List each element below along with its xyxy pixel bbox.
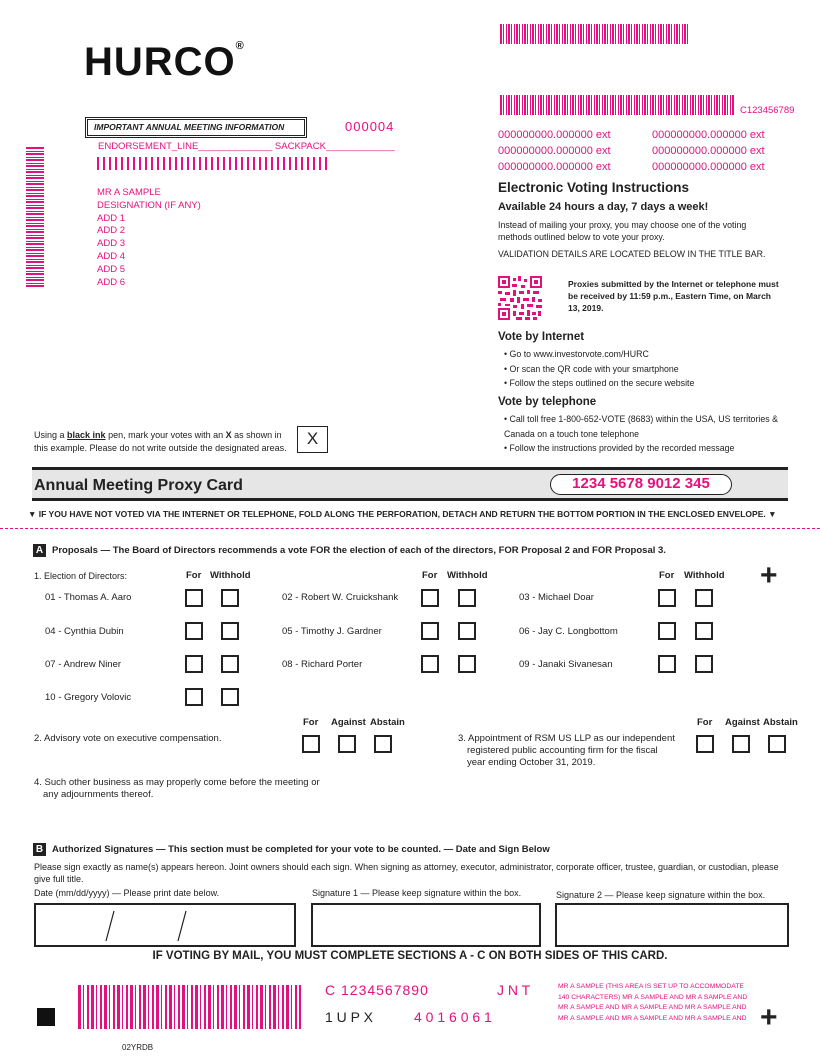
withhold-checkbox[interactable] bbox=[458, 589, 476, 607]
signature-2-box[interactable] bbox=[555, 903, 789, 947]
address-line: ADD 3 bbox=[97, 238, 125, 250]
abstain-checkbox[interactable] bbox=[374, 735, 392, 753]
sequence-number: 000004 bbox=[345, 119, 395, 134]
validation-note: VALIDATION DETAILS ARE LOCATED BELOW IN THE TITLE BAR. bbox=[498, 249, 766, 259]
proposal-4: 4. Such other business as may properly come before the meeting or any adjournments thereof. bbox=[34, 777, 320, 800]
for-checkbox[interactable] bbox=[421, 622, 439, 640]
section-a-badge: A bbox=[33, 544, 46, 557]
for-checkbox[interactable] bbox=[302, 735, 320, 753]
withhold-checkbox[interactable] bbox=[221, 655, 239, 673]
ink-instructions: Using a black ink pen, mark your votes with an X as shown in this example. Please do not write outside the designated areas. bbox=[34, 430, 287, 453]
director-name: 03 - Michael Doar bbox=[519, 592, 594, 603]
for-checkbox[interactable] bbox=[421, 589, 439, 607]
for-checkbox[interactable] bbox=[185, 655, 203, 673]
address-line: ADD 4 bbox=[97, 250, 125, 262]
ext-numbers-right: 000000000.000000 ext 000000000.000000 ext 000000000.000000 ext bbox=[652, 129, 765, 173]
proposal-2: 2. Advisory vote on executive compensation. bbox=[34, 733, 222, 744]
phone-item: • Follow the instructions provided by the recorded message bbox=[504, 443, 735, 453]
fold-arrow-right-icon: ▼ bbox=[768, 509, 777, 519]
director-name: 08 - Richard Porter bbox=[282, 659, 363, 670]
director-name: 09 - Janaki Sivanesan bbox=[519, 659, 613, 670]
withhold-checkbox[interactable] bbox=[695, 589, 713, 607]
signature-1-box[interactable] bbox=[311, 903, 541, 947]
code-1: C 1234567890 bbox=[325, 982, 429, 998]
section-b-header bbox=[33, 843, 550, 856]
col-withhold: Withhold bbox=[684, 570, 725, 581]
voting-intro: Instead of mailing your proxy, you may choose one of the voting methods outlined below to vote your proxy. bbox=[498, 220, 747, 242]
logo-registered-mark: ® bbox=[235, 40, 245, 52]
for-checkbox[interactable] bbox=[421, 655, 439, 673]
withhold-checkbox[interactable] bbox=[221, 688, 239, 706]
col-abstain: Abstain bbox=[370, 717, 405, 728]
phone-title: Vote by telephone bbox=[498, 396, 597, 408]
internet-list bbox=[504, 347, 694, 391]
director-name: 04 - Cynthia Dubin bbox=[45, 626, 124, 637]
hurco-logo bbox=[84, 40, 245, 85]
voting-title: Electronic Voting Instructions bbox=[498, 180, 690, 195]
date-input-box[interactable] bbox=[34, 903, 296, 947]
voting-subtitle: Available 24 hours a day, 7 days a week! bbox=[498, 201, 709, 213]
address-line: DESIGNATION (IF ANY) bbox=[97, 199, 201, 211]
top-barcode bbox=[500, 24, 690, 44]
postal-barcode bbox=[97, 157, 331, 170]
col-withhold: Withhold bbox=[447, 570, 488, 581]
account-barcode bbox=[500, 95, 734, 115]
director-name: 05 - Timothy J. Gardner bbox=[282, 626, 382, 637]
col-against: Against bbox=[725, 717, 760, 728]
internet-item: • Follow the steps outlined on the secure website bbox=[504, 378, 695, 388]
director-name: 01 - Thomas A. Aaro bbox=[45, 592, 132, 603]
side-barcode bbox=[26, 147, 44, 287]
mail-notice: IF VOTING BY MAIL, YOU MUST COMPLETE SECTIONS A - C ON BOTH SIDES OF THIS CARD. bbox=[152, 950, 668, 962]
code-2: J N T bbox=[497, 982, 531, 998]
col-abstain: Abstain bbox=[763, 717, 798, 728]
registration-plus-icon: + bbox=[760, 1001, 778, 1034]
for-checkbox[interactable] bbox=[185, 688, 203, 706]
address-block bbox=[97, 187, 201, 289]
qr-code[interactable] bbox=[498, 276, 542, 320]
for-checkbox[interactable] bbox=[658, 589, 676, 607]
withhold-checkbox[interactable] bbox=[695, 622, 713, 640]
withhold-checkbox[interactable] bbox=[458, 655, 476, 673]
section-b-badge: B bbox=[33, 843, 46, 856]
for-checkbox[interactable] bbox=[185, 589, 203, 607]
example-mark-box bbox=[297, 426, 328, 453]
account-id: C123456789 bbox=[740, 105, 795, 116]
internet-item: • Or scan the QR code with your smartphone bbox=[504, 363, 679, 374]
sig2-label: Signature 2 — Please keep signature within the box. bbox=[556, 890, 766, 900]
col-for: For bbox=[303, 717, 319, 728]
ext-numbers-left: 000000000.000000 ext 000000000.000000 ext 000000000.000000 ext bbox=[498, 129, 611, 173]
date-separators bbox=[36, 905, 294, 945]
col-for: For bbox=[659, 570, 675, 581]
col-for: For bbox=[186, 570, 202, 581]
important-label: IMPORTANT ANNUAL MEETING INFORMATION bbox=[87, 119, 305, 136]
signing-instructions: Please sign exactly as name(s) appears hereon. Joint owners should each sign. When signing as attorney, executor, administrator, corporate officer, trustee, guardian, or custodian, please give full title. bbox=[34, 862, 779, 884]
black-registration-square bbox=[37, 1008, 55, 1026]
logo-text: HURCO bbox=[84, 40, 236, 84]
director-name: 02 - Robert W. Cruickshank bbox=[282, 592, 399, 603]
col-against: Against bbox=[331, 717, 366, 728]
address-line: MR A SAMPLE bbox=[97, 187, 161, 198]
example-x: X bbox=[306, 429, 319, 448]
internet-item: • Go to www.investorvote.com/HURC bbox=[504, 349, 649, 359]
sample-text: MR A SAMPLE (THIS AREA IS SET UP TO ACCOMMODATE 140 CHARACTERS) MR A SAMPLE AND MR A SAMPLE AND MR A SAMPLE AND MR A SAMPLE AND MR A SAMPLE AND MR A SAMPLE AND MR A SAMPLE AND MR A SAMPLE AND bbox=[558, 983, 748, 1022]
withhold-checkbox[interactable] bbox=[695, 655, 713, 673]
for-checkbox[interactable] bbox=[696, 735, 714, 753]
code-3: 1 U P X bbox=[325, 1009, 373, 1025]
address-line: ADD 1 bbox=[97, 212, 125, 224]
phone-item: • Call toll free 1-800-652-VOTE (8683) within the USA, US territories & Canada on a touch tone telephone bbox=[504, 414, 778, 439]
bottom-barcode bbox=[78, 985, 301, 1029]
against-checkbox[interactable] bbox=[732, 735, 750, 753]
director-name: 06 - Jay C. Longbottom bbox=[519, 626, 618, 637]
section-a-title: Proposals — The Board of Directors recommends a vote FOR the election of each of the directors, FOR Proposal 2 and FOR Proposal 3. bbox=[52, 545, 666, 557]
col-for: For bbox=[422, 570, 438, 581]
withhold-checkbox[interactable] bbox=[221, 589, 239, 607]
title-bar bbox=[32, 467, 788, 501]
deadline-notice: Proxies submitted by the Internet or telephone must be received by 11:59 p.m., Eastern Time, on March 13, 2019. bbox=[568, 279, 779, 313]
registration-plus-icon: + bbox=[760, 559, 778, 592]
endorsement-line: ENDORSEMENT_LINE______________ SACKPACK_____________ bbox=[98, 141, 395, 152]
proposal-3: 3. Appointment of RSM US LLP as our independent registered public accounting firm for the fiscal year ending October 31, 2019. bbox=[458, 733, 675, 768]
withhold-checkbox[interactable] bbox=[458, 622, 476, 640]
address-line: ADD 2 bbox=[97, 225, 125, 237]
section-b-title: Authorized Signatures — This section must be completed for your vote to be counted. — Date and Sign Below bbox=[52, 844, 550, 856]
for-checkbox[interactable] bbox=[658, 655, 676, 673]
for-checkbox[interactable] bbox=[185, 622, 203, 640]
address-line: ADD 5 bbox=[97, 263, 125, 275]
date-label: Date (mm/dd/yyyy) — Please print date below. bbox=[34, 888, 220, 898]
withhold-checkbox[interactable] bbox=[221, 622, 239, 640]
election-label: 1. Election of Directors: bbox=[34, 571, 128, 581]
abstain-checkbox[interactable] bbox=[768, 735, 786, 753]
address-line: ADD 6 bbox=[97, 276, 125, 288]
card-title: Annual Meeting Proxy Card bbox=[34, 477, 243, 494]
perforation-line bbox=[0, 528, 820, 529]
phone-list bbox=[504, 412, 789, 456]
against-checkbox[interactable] bbox=[338, 735, 356, 753]
for-checkbox[interactable] bbox=[658, 622, 676, 640]
col-for: For bbox=[697, 717, 713, 728]
fold-arrow-left-icon: ▼ bbox=[28, 509, 37, 519]
director-name: 10 - Gregory Volovic bbox=[45, 692, 132, 703]
code-4: 4 0 1 6 0 6 1 bbox=[414, 1009, 492, 1025]
form-code: 02YRDB bbox=[122, 1043, 154, 1052]
director-name: 07 - Andrew Niner bbox=[45, 659, 122, 670]
section-a-header bbox=[33, 544, 666, 557]
col-withhold: Withhold bbox=[210, 570, 251, 581]
sig1-label: Signature 1 — Please keep signature within the box. bbox=[312, 888, 522, 898]
control-number: 1234 5678 9012 345 bbox=[550, 474, 732, 495]
internet-title: Vote by Internet bbox=[498, 331, 585, 343]
fold-notice: ▼ IF YOU HAVE NOT VOTED VIA THE INTERNET OR TELEPHONE, FOLD ALONG THE PERFORATION, DETACH AND RETURN THE BOTTOM PORTION IN THE ENCLOSED ENVELOPE. ▼ bbox=[28, 509, 777, 519]
